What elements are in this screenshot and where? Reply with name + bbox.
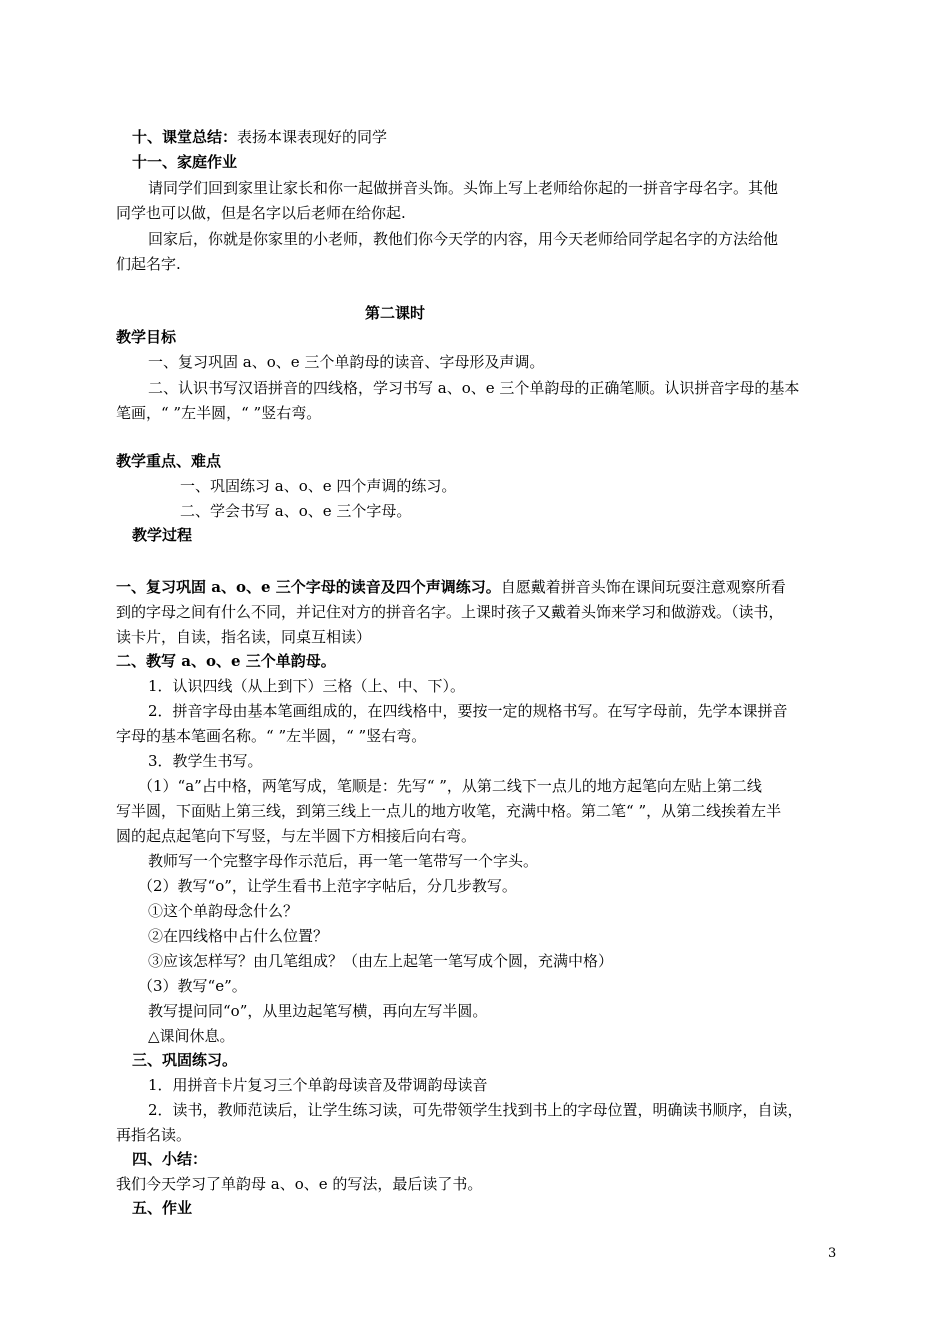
paragraph-line: 请同学们回到家里让家长和你一起做拼音头饰。头饰上写上老师给你起的一拼音字母名字。其他 (148, 179, 779, 197)
paragraph-line: 1．用拼音卡片复习三个单韵母读音及带调韵母读音 (148, 1076, 488, 1094)
paragraph-line: 圆的起点起笔向下写竖，与左半圆下方相接后向右弯。 (116, 827, 477, 845)
section-heading: 二、教写 a、o、e 三个单韵母。 (116, 652, 336, 670)
paragraph-line: 1．认识四线（从上到下）三格（上、中、下）。 (148, 677, 466, 695)
section-heading: 三、巩固练习。 (132, 1051, 238, 1069)
paragraph-line: （3）教写“e”。 (138, 977, 247, 995)
paragraph-line: 我们今天学习了单韵母 a、o、e 的写法，最后读了书。 (116, 1175, 483, 1193)
paragraph-line: 笔画，“ ”左半圆，“ ”竖右弯。 (116, 404, 322, 422)
paragraph-line: 写半圆，下面贴上第三线，到第三线上一点儿的地方收笔，充满中格。第二笔“ ”，从第二线挨着左半 (116, 802, 782, 820)
section-heading: 教学过程 (132, 526, 193, 544)
paragraph-line: 一、巩固练习 a、o、e 四个声调的练习。 (180, 477, 457, 495)
paragraph-line: 再指名读。 (116, 1126, 192, 1144)
paragraph-line: 教师写一个完整字母作示范后，再一笔一笔带写一个字头。 (148, 852, 539, 870)
paragraph-line: 们起名字. (116, 255, 181, 273)
section-heading: 五、作业 (132, 1199, 193, 1217)
paragraph-line: 教写提问同“o”，从里边起笔写横，再向左写半圆。 (148, 1002, 488, 1020)
paragraph-line: 二、学会书写 a、o、e 三个字母。 (180, 502, 412, 520)
paragraph-line: 字母的基本笔画名称。“ ”左半圆，“ ”竖右弯。 (116, 727, 427, 745)
paragraph-line: ①这个单韵母念什么？ (148, 902, 299, 920)
paragraph-line: ②在四线格中占什么位置？ (148, 927, 329, 945)
paragraph-line: 同学也可以做，但是名字以后老师在给你起. (116, 204, 406, 222)
paragraph-line: 3．教学生书写。 (148, 752, 263, 770)
paragraph-line: 回家后，你就是你家里的小老师，教他们你今天学的内容，用今天老师给同学起名字的方法给他 (148, 230, 779, 248)
homework-heading: 十一、家庭作业 (132, 153, 238, 171)
paragraph-line: （2）教写“o”，让学生看书上范字字帖后，分几步教写。 (138, 877, 517, 895)
paragraph-line: 到的字母之间有什么不同，并记住对方的拼音名字。上课时孩子又戴着头饰来学习和做游戏。（读书， (116, 603, 784, 621)
paragraph-line: （1）“a”占中格，两笔写成，笔顺是：先写“ ”，从第二线下一点儿的地方起笔向左贴上第二线 (138, 777, 762, 795)
paragraph-line: 二、认识书写汉语拼音的四线格，学习书写 a、o、e 三个单韵母的正确笔顺。认识拼音字母的基本 (148, 379, 800, 397)
paragraph-line: ③应该怎样写？由几笔组成？（由左上起笔一笔写成个圆，充满中格） (148, 952, 614, 970)
paragraph-line: 一、复习巩固 a、o、e 三个单韵母的读音、字母形及声调。 (148, 353, 545, 371)
summary-line: 十、课堂总结：表扬本课表现好的同学 (132, 128, 388, 146)
paragraph-line: 读卡片，自读，指名读，同桌互相读） (116, 628, 372, 646)
lesson-title: 第二课时 (365, 304, 426, 322)
section-heading: 教学重点、难点 (116, 452, 222, 470)
section-heading: 教学目标 (116, 328, 177, 346)
paragraph-line: 2．拼音字母由基本笔画组成的，在四线格中，要按一定的规格书写。在写字母前，先学本课拼音 (148, 702, 788, 720)
paragraph-line: 一、复习巩固 a、o、e 三个字母的读音及四个声调练习。自愿戴着拼音头饰在课间玩耍注意观察所看 (116, 578, 786, 596)
section-heading: 四、小结： (132, 1150, 208, 1168)
paragraph-line: △课间休息。 (148, 1027, 235, 1045)
paragraph-line: 2．读书，教师范读后，让学生练习读，可先带领学生找到书上的字母位置，明确读书顺序，自读， (148, 1101, 803, 1119)
page-number: 3 (828, 1246, 837, 1261)
